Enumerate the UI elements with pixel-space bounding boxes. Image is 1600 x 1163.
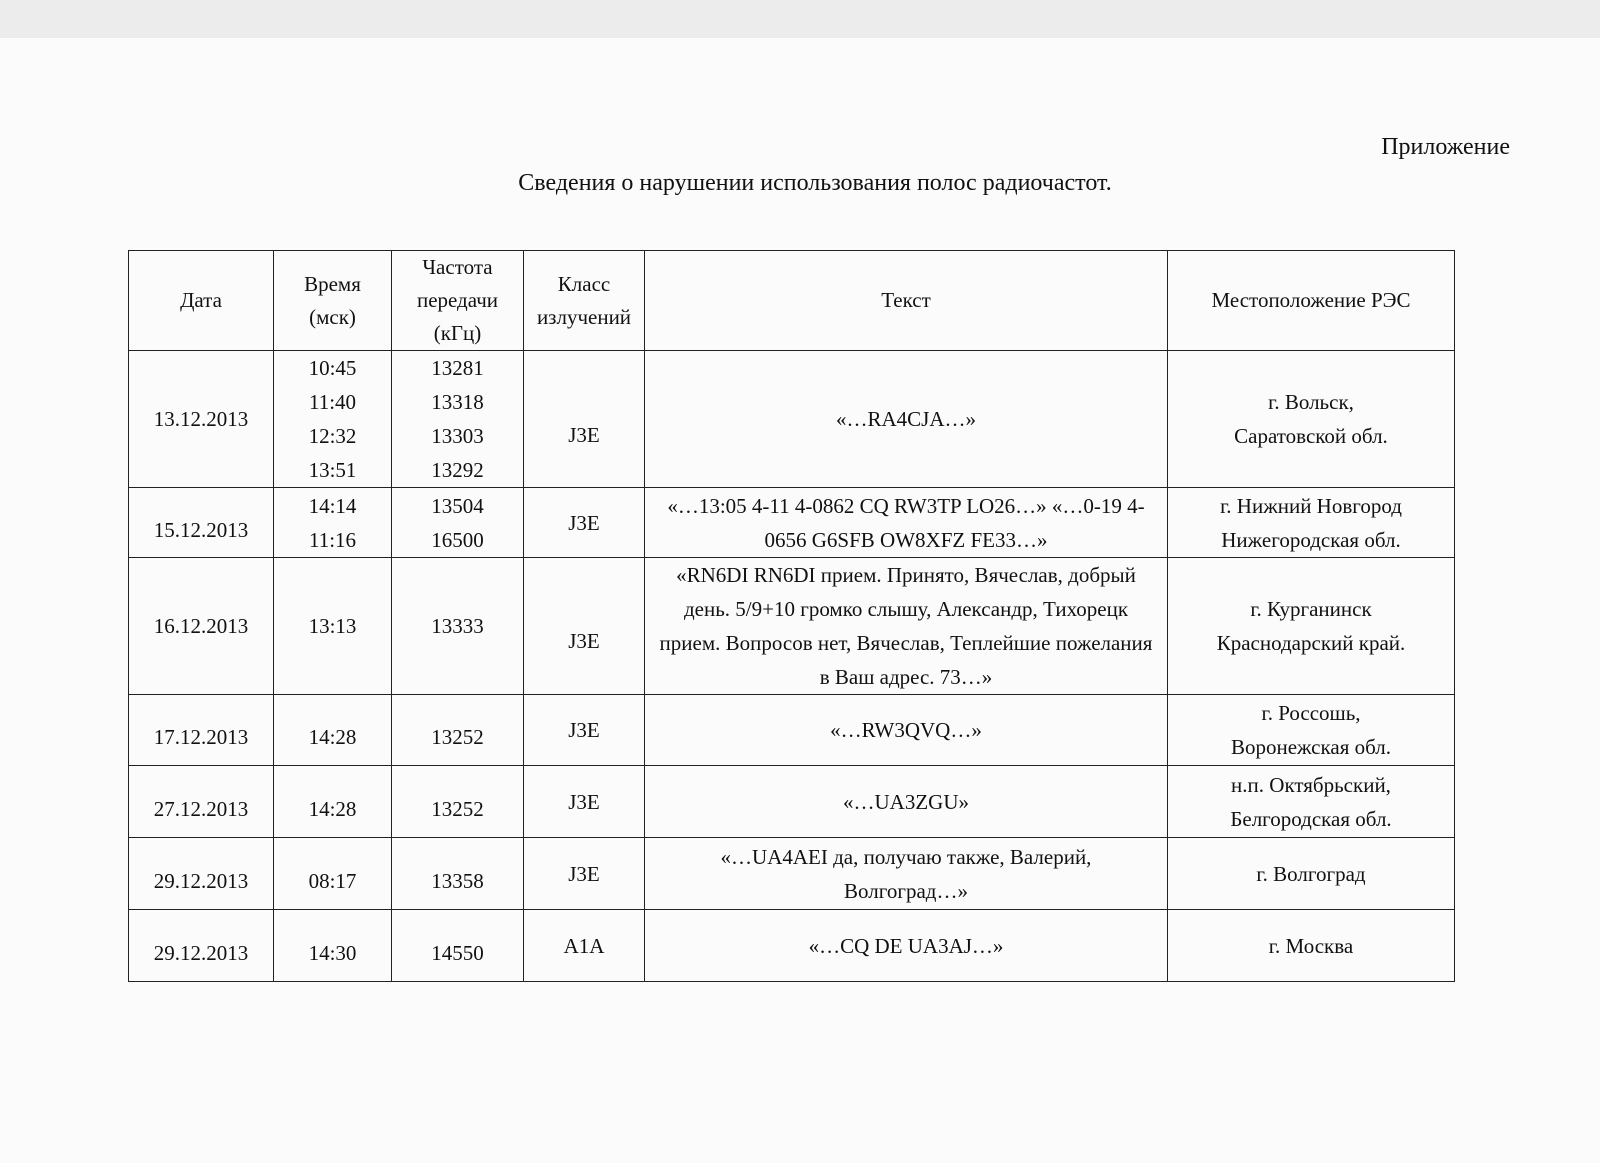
cell-date: 15.12.2013 [129, 488, 274, 558]
table-row [129, 558, 1455, 695]
cell-frequencies: 13281 13318 13303 13292 [392, 351, 524, 488]
header-time: Время (мск) [274, 251, 392, 351]
document-title: Сведения о нарушении использования полос радиочастот. [518, 170, 1112, 196]
table-row [129, 488, 1455, 558]
cell-text: «RN6DI RN6DI прием. Принято, Вячеслав, добрый день. 5/9+10 громко слышу, Александр, Тихорецк прием. Вопросов нет, Вячеслав, Теплейшие пожелания в Ваш адрес. 73…» [645, 558, 1168, 695]
cell-date: 17.12.2013 [129, 695, 274, 766]
cell-frequencies: 13504 16500 [392, 488, 524, 558]
cell-date: 16.12.2013 [129, 558, 274, 695]
cell-frequencies: 13252 [392, 695, 524, 766]
header-location: Местоположение РЭС [1168, 251, 1455, 351]
cell-class: J3E [524, 838, 645, 910]
header-emission-class: Класс излучений [524, 251, 645, 351]
cell-frequencies: 13333 [392, 558, 524, 695]
cell-location: г. Нижний Новгород Нижегородская обл. [1168, 488, 1455, 558]
violations-table [128, 250, 1455, 982]
cell-class: J3E [524, 695, 645, 766]
cell-times: 14:14 11:16 [274, 488, 392, 558]
cell-location: г. Россошь, Воронежская обл. [1168, 695, 1455, 766]
cell-location: г. Курганинск Краснодарский край. [1168, 558, 1455, 695]
cell-text: «…RA4CJA…» [645, 351, 1168, 488]
cell-date: 13.12.2013 [129, 351, 274, 488]
cell-text: «…UA4AEI да, получаю также, Валерий, Волгоград…» [645, 838, 1168, 910]
cell-frequencies: 13358 [392, 838, 524, 910]
cell-date: 27.12.2013 [129, 766, 274, 838]
cell-class: J3E [524, 488, 645, 558]
header-date: Дата [129, 251, 274, 351]
cell-times: 13:13 [274, 558, 392, 695]
cell-date: 29.12.2013 [129, 910, 274, 982]
cell-date: 29.12.2013 [129, 838, 274, 910]
cell-times: 08:17 [274, 838, 392, 910]
cell-location: г. Москва [1168, 910, 1455, 982]
header-frequency: Частота передачи (кГц) [392, 251, 524, 351]
table-row [129, 695, 1455, 766]
cell-text: «…UA3ZGU» [645, 766, 1168, 838]
table-row [129, 766, 1455, 838]
cell-text: «…RW3QVQ…» [645, 695, 1168, 766]
header-text: Текст [645, 251, 1168, 351]
cell-text: «…13:05 4-11 4-0862 CQ RW3TP LO26…» «…0-19 4-0656 G6SFB OW8XFZ FE33…» [645, 488, 1168, 558]
table-header-row [129, 251, 1455, 351]
table-row [129, 838, 1455, 910]
appendix-label: Приложение [1381, 134, 1510, 160]
cell-class: J3E [524, 558, 645, 695]
cell-location: н.п. Октябрьский, Белгородская обл. [1168, 766, 1455, 838]
table-row [129, 351, 1455, 488]
cell-class: A1A [524, 910, 645, 982]
cell-class: J3E [524, 351, 645, 488]
cell-times: 14:28 [274, 766, 392, 838]
document-page [0, 38, 1600, 1163]
table-row [129, 910, 1455, 982]
cell-times: 14:28 [274, 695, 392, 766]
cell-location: г. Волгоград [1168, 838, 1455, 910]
cell-times: 10:45 11:40 12:32 13:51 [274, 351, 392, 488]
cell-text: «…CQ DE UA3AJ…» [645, 910, 1168, 982]
cell-times: 14:30 [274, 910, 392, 982]
cell-frequencies: 14550 [392, 910, 524, 982]
cell-class: J3E [524, 766, 645, 838]
cell-frequencies: 13252 [392, 766, 524, 838]
cell-location: г. Вольск, Саратовской обл. [1168, 351, 1455, 488]
